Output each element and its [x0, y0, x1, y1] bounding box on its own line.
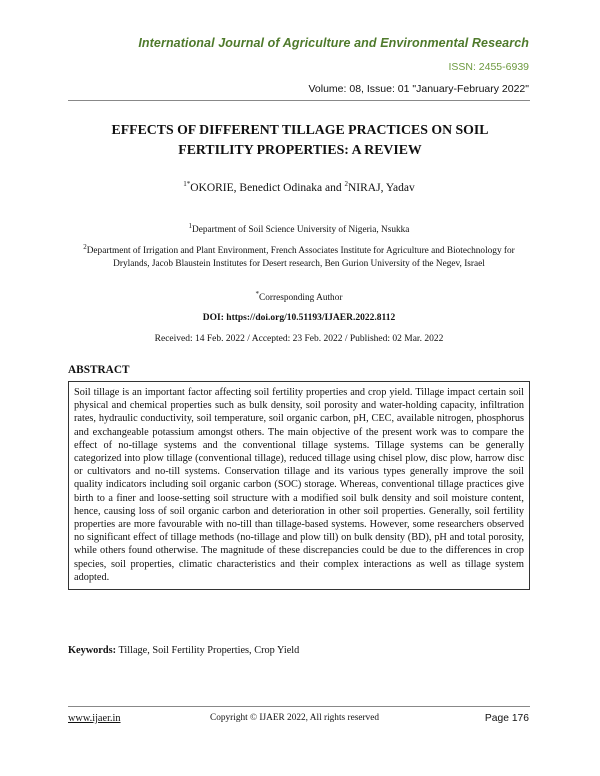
footer-copyright: Copyright © IJAER 2022, All rights reserved [210, 713, 379, 723]
doi-link[interactable]: DOI: https://doi.org/10.51193/IJAER.2022.8112 [202, 313, 396, 323]
footer-url-link[interactable]: www.ijaer.in [68, 713, 121, 724]
page-number: Page 176 [484, 713, 529, 724]
corresponding-author [68, 289, 530, 305]
corresponding-text: Corresponding Author [259, 293, 343, 303]
abstract-body: Soil tillage is an important factor affecting soil fertility properties and crop yield. Tillage impact certain soil physical and chemical properties such as bulk density, soil porosity and water-holding capacity, infiltration rates, hydraulic conductivity, soil temperature, soil organic carbon, pH, CEC, available nitrogen, phosphorus and exchangeable potassium amongst others. The main objective of the present work was to compare the effect of no-tillage systems and the conventional tillage systems. Tillage systems can be generally categorized into plow tillage (conventional tillage), reduced tillage using chisel plow, disc plow, harrow disc or cultivators and no-till systems. Conservation tillage and its various types generally improve the soil quality indicators including soil organic carbon (SOC) storage. Whereas, conventional tillage practices give birth to a finer and loose-setting soil structure with a modified soil bulk density and soil moisture content, hence, causing loss of soil organic carbon and deterioration in other soil properties. Generally, soil fertility properties are more favourable with no-till than tillage-based systems. However, some researchers observed no significant effect of tillage methods (no-tillage and plow till) on bulk density (BD), pH and total porosity, while others found otherwise. The magnitude of these discrepancies could be due to the differences in crop species, soil properties, climatic characteristics and their complex interactions as well as tillage system adopted. [68, 381, 530, 590]
keywords-line [68, 645, 299, 656]
abstract-heading: ABSTRACT [68, 364, 130, 376]
affiliation-2-text: Department of Irrigation and Plant Environment, French Associates Institute for Agriculture and Biotechnology for Drylands, Jacob Blaustein Institutes for Desert research, Ben Gurion University of the Negev, Israel [86, 246, 515, 269]
corresponding-sup: * [255, 289, 260, 298]
author-2-name: NIRAJ, Yadav [347, 182, 415, 194]
received-dates: Received: 14 Feb. 2022 / Accepted: 23 Feb. 2022 / Published: 02 Mar. 2022 [154, 334, 444, 344]
affiliation-1-text: Department of Soil Science University of Nigeria, Nsukka [192, 225, 410, 235]
author-1-name: OKORIE, Benedict Odinaka [190, 182, 323, 194]
keywords-label: Keywords: [68, 645, 117, 656]
affiliation-1-sup: 1 [188, 221, 193, 230]
affiliation-2-sup: 2 [83, 242, 87, 251]
keywords-text: Tillage, Soil Fertility Properties, Crop Yield [118, 645, 300, 656]
affiliation-1 [68, 221, 530, 237]
volume-issue: Volume: 08, Issue: 01 "January-February 2022" [308, 83, 529, 95]
article-title: EFFECTS OF DIFFERENT TILLAGE PRACTICES ON SOIL FERTILITY PROPERTIES: A REVIEW [111, 122, 489, 157]
issn: ISSN: 2455-6939 [448, 61, 529, 73]
footer-divider [68, 706, 530, 707]
author-1-sup: 1* [183, 180, 191, 189]
author-2-sup: 2 [344, 180, 348, 189]
author-joiner: and [322, 182, 345, 194]
author-line [68, 182, 530, 194]
header-divider [68, 100, 530, 101]
affiliation-2 [68, 242, 530, 270]
journal-name: International Journal of Agriculture and Environmental Research [138, 36, 529, 50]
